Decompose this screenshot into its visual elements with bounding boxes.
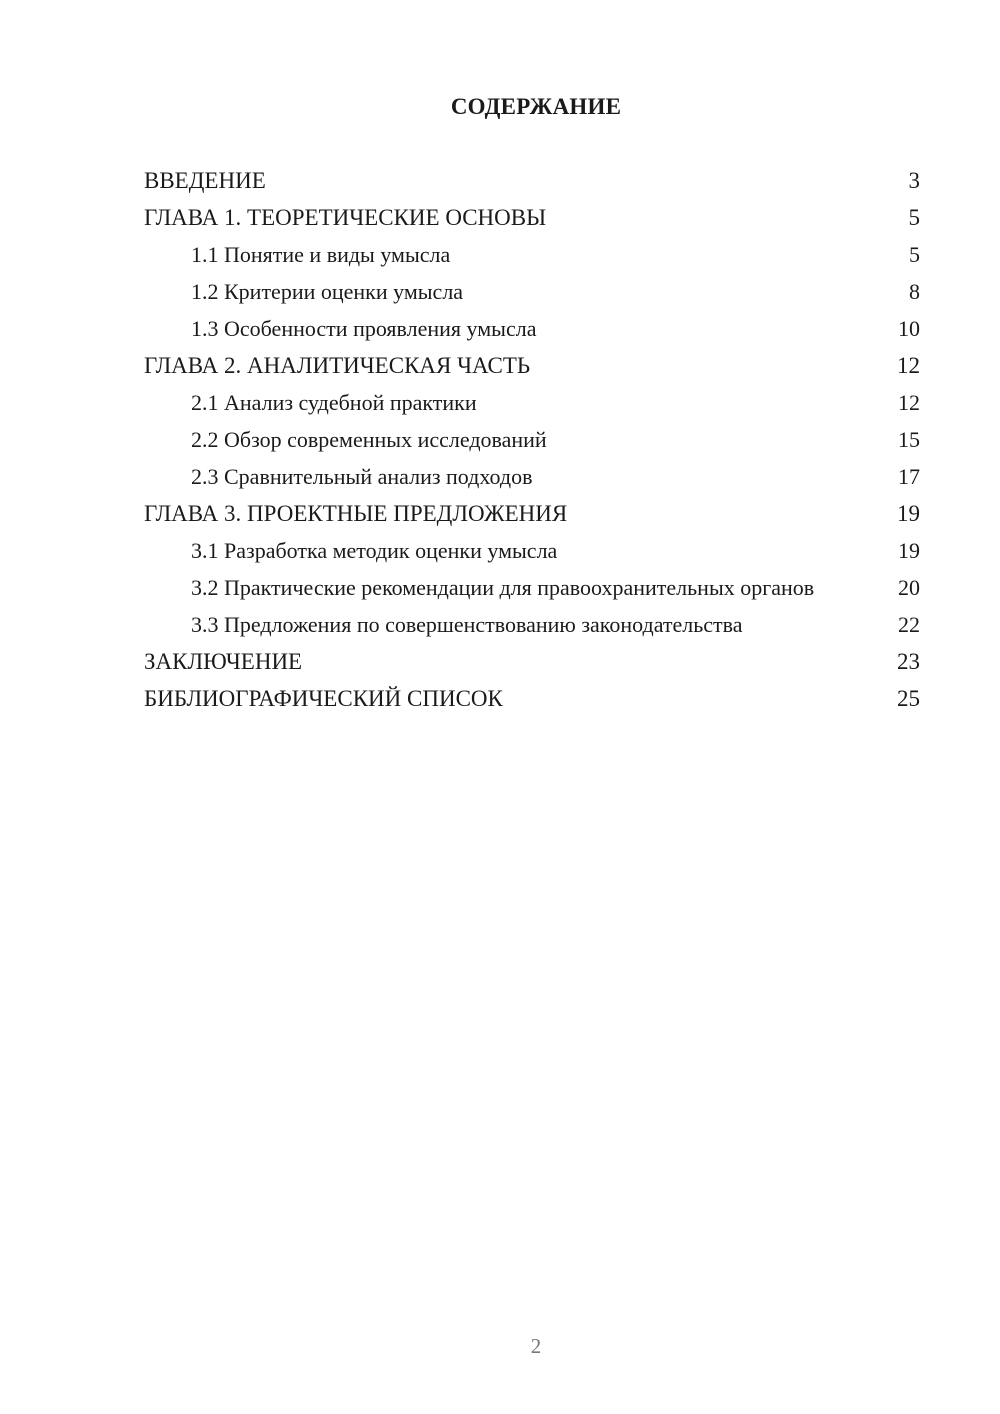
- toc-entry-conclusion[interactable]: [144, 648, 920, 675]
- toc-entry-page: 12: [898, 390, 920, 415]
- toc-entry-page: 17: [898, 464, 920, 489]
- toc-entry-page: 5: [908, 205, 920, 230]
- toc-entry-chapter-1[interactable]: [144, 204, 920, 231]
- toc-entry-section-3-3[interactable]: [144, 611, 920, 638]
- toc-entry-section-1-1[interactable]: [144, 241, 920, 268]
- toc-heading: СОДЕРЖАНИЕ: [450, 94, 622, 119]
- toc-entry-title: 3.1 Разработка методик оценки умысла: [191, 538, 558, 563]
- toc-entry-page: 10: [898, 316, 920, 341]
- toc-entry-chapter-2[interactable]: [144, 352, 920, 379]
- toc-entry-section-2-2[interactable]: [144, 426, 920, 453]
- toc-entry-title: 3.2 Практические рекомендации для правоохранительных органов: [191, 575, 815, 600]
- toc-entry-page: 23: [897, 649, 920, 674]
- toc-entry-title: 2.2 Обзор современных исследований: [191, 427, 547, 452]
- toc-entry-page: 5: [909, 242, 920, 267]
- toc-entry-title: 2.3 Сравнительный анализ подходов: [191, 464, 533, 489]
- toc-entry-section-3-2[interactable]: [144, 574, 920, 601]
- toc-entry-title: ГЛАВА 3. ПРОЕКТНЫЕ ПРЕДЛОЖЕНИЯ: [144, 501, 568, 526]
- toc-entry-title: 3.3 Предложения по совершенствованию законодательства: [191, 612, 743, 637]
- toc-entry-page: 3: [908, 168, 920, 193]
- toc-entry-title: 1.2 Критерии оценки умысла: [191, 279, 464, 304]
- toc-entry-title: ГЛАВА 2. АНАЛИТИЧЕСКАЯ ЧАСТЬ: [144, 353, 531, 378]
- toc-entry-chapter-3[interactable]: [144, 500, 920, 527]
- toc-entry-title: 1.1 Понятие и виды умысла: [191, 242, 451, 267]
- toc-entry-section-1-2[interactable]: [144, 278, 920, 305]
- toc-entry-page: 15: [898, 427, 920, 452]
- toc-entry-title: ВВЕДЕНИЕ: [144, 168, 266, 193]
- toc-entry-page: 8: [909, 279, 920, 304]
- toc-entry-section-3-1[interactable]: [144, 537, 920, 564]
- toc-entry-section-2-3[interactable]: [144, 463, 920, 490]
- toc-entry-title: 1.3 Особенности проявления умысла: [191, 316, 537, 341]
- toc-entry-section-1-3[interactable]: [144, 315, 920, 342]
- toc-entry-page: 19: [897, 501, 920, 526]
- toc-entry-page: 22: [898, 612, 920, 637]
- toc-entry-page: 19: [898, 538, 920, 563]
- page-number: 2: [530, 1334, 542, 1358]
- toc-entry-page: 12: [897, 353, 920, 378]
- toc-entry-title: ГЛАВА 1. ТЕОРЕТИЧЕСКИЕ ОСНОВЫ: [144, 205, 547, 230]
- toc-entry-page: 25: [897, 686, 920, 711]
- toc-entry-title: 2.1 Анализ судебной практики: [191, 390, 477, 415]
- table-of-contents: [144, 167, 920, 722]
- toc-entry-bibliography[interactable]: [144, 685, 920, 712]
- toc-entry-title: БИБЛИОГРАФИЧЕСКИЙ СПИСОК: [144, 686, 503, 711]
- toc-entry-introduction[interactable]: [144, 167, 920, 194]
- toc-entry-title: ЗАКЛЮЧЕНИЕ: [144, 649, 303, 674]
- toc-entry-section-2-1[interactable]: [144, 389, 920, 416]
- toc-entry-page: 20: [898, 575, 920, 600]
